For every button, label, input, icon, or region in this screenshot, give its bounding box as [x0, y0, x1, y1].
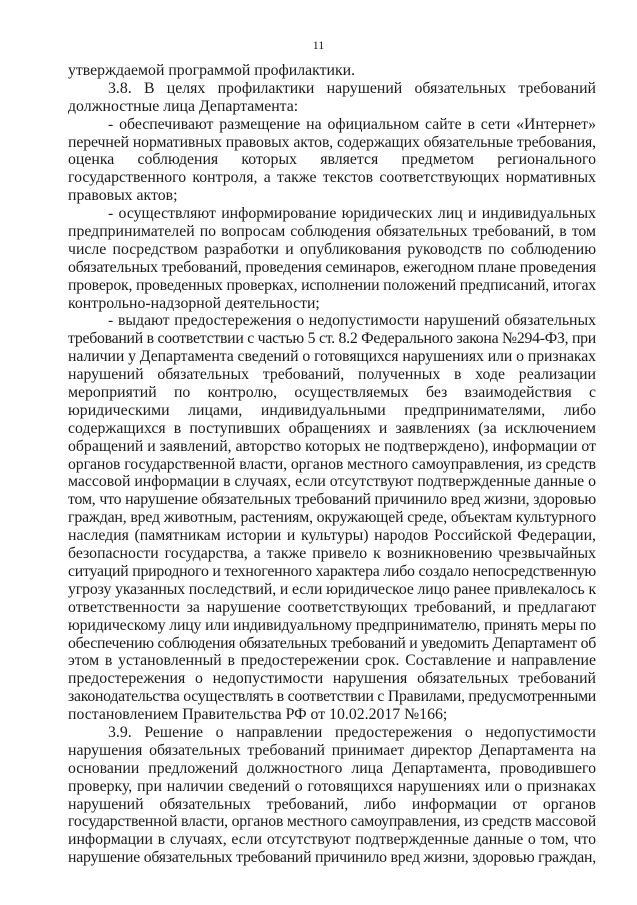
text-line: - осуществляют информирование юридических лиц и индивидуальных [108, 205, 596, 223]
text-line: угрозу указанных последствий, и если юридическое лицо ранее привлекалось к [68, 580, 596, 598]
text-line: наличии у Департамента сведений о готовящихся нарушениях или о признаках [68, 348, 596, 366]
text-line: 3.8. В целях профилактики нарушений обязательных требований [108, 79, 596, 97]
text-line: 3.9. Решение о направлении предостережения о недопустимости [108, 723, 596, 741]
text-line: правовых актов; [68, 187, 178, 205]
text-line: государственной власти, органов местного самоуправления, из средств массовой [68, 813, 596, 831]
text-line: ответственности за нарушение соответствующих требований, и предлагают [68, 598, 596, 616]
text-line: нарушения обязательных требований принимает директор Департамента на [68, 741, 596, 759]
text-line: информации в случаях, если отсутствуют подтвержденные данные о том, что [68, 831, 596, 849]
text-line: предпринимателей по вопросам соблюдения обязательных требований, в том [68, 223, 596, 241]
text-line: обязательных требований, проведения семинаров, ежегодном плане проведения [68, 258, 596, 276]
text-line: нарушений обязательных требований, полученных в ходе реализации [68, 366, 596, 384]
text-line: законодательства осуществлять в соответствии с Правилами, предусмотренными [68, 688, 596, 706]
text-line: постановлением Правительства РФ от 10.02.2017 №166; [68, 706, 448, 724]
text-line: проверок, проведенных проверках, исполнении положений предписаний, итогах [68, 276, 596, 294]
text-line: содержащихся в поступивших обращениях и заявлениях (за исключением [68, 419, 596, 437]
text-line: наследия (памятникам истории и культуры) народов Российской Федерации, [68, 527, 596, 545]
page-number: 11 [312, 38, 325, 52]
text-line: мероприятий по контролю, осуществляемых без взаимодействия с [68, 384, 596, 402]
text-line: числе посредством разработки и опубликования руководств по соблюдению [68, 240, 596, 258]
text-line: ситуаций природного и техногенного характера либо создало непосредственную [68, 562, 596, 580]
text-line: - выдают предостережения о недопустимости нарушений обязательных [108, 312, 596, 330]
text-line: органов государственной власти, органов местного самоуправления, из средств [68, 455, 596, 473]
text-line: государственного контроля, а также текстов соответствующих нормативных [68, 169, 596, 187]
text-line: утверждаемой программой профилактики. [68, 62, 356, 79]
text-line: юридическими лицами, индивидуальными предпринимателями, либо [68, 401, 596, 419]
text-line: нарушений обязательных требований, либо информации от органов [68, 795, 596, 813]
text-line: массовой информации в случаях, если отсутствуют подтвержденные данные о [68, 473, 596, 491]
text-line: том, что нарушение обязательных требований причинило вред жизни, здоровью [68, 491, 596, 509]
text-line: проверку, при наличии сведений о готовящихся нарушениях или о признаках [68, 777, 596, 795]
text-line: контрольно-надзорной деятельности; [68, 294, 320, 312]
text-line: основании предложений должностного лица Департамента, проводившего [68, 759, 596, 777]
text-line: предостережения о недопустимости нарушения обязательных требований [68, 670, 596, 688]
document-body [68, 62, 596, 867]
text-line: этом в установленный в предостережении срок. Составление и направление [68, 652, 596, 670]
text-line: нарушение обязательных требований причинило вред жизни, здоровью граждан, [68, 849, 596, 867]
text-line: безопасности государства, а также привело к возникновению чрезвычайных [68, 545, 596, 563]
text-line: обращений и заявлений, авторство которых не подтверждено), информации от [68, 437, 596, 455]
text-line: перечней нормативных правовых актов, содержащих обязательные требования, [68, 133, 596, 151]
text-line: - обеспечивают размещение на официальном сайте в сети «Интернет» [108, 115, 596, 133]
text-line: требований в соответствии с частью 5 ст. 8.2 Федерального закона №294-ФЗ, при [68, 330, 596, 348]
text-line: оценка соблюдения которых является предметом регионального [68, 151, 596, 169]
text-line: обеспечению соблюдения обязательных требований и уведомить Департамент об [68, 634, 596, 652]
text-line: граждан, вред животным, растениям, окружающей среде, объектам культурного [68, 509, 596, 527]
text-line: должностные лица Департамента: [68, 97, 299, 115]
text-line: юридическому лицу или индивидуальному предпринимателю, принять меры по [68, 616, 596, 634]
